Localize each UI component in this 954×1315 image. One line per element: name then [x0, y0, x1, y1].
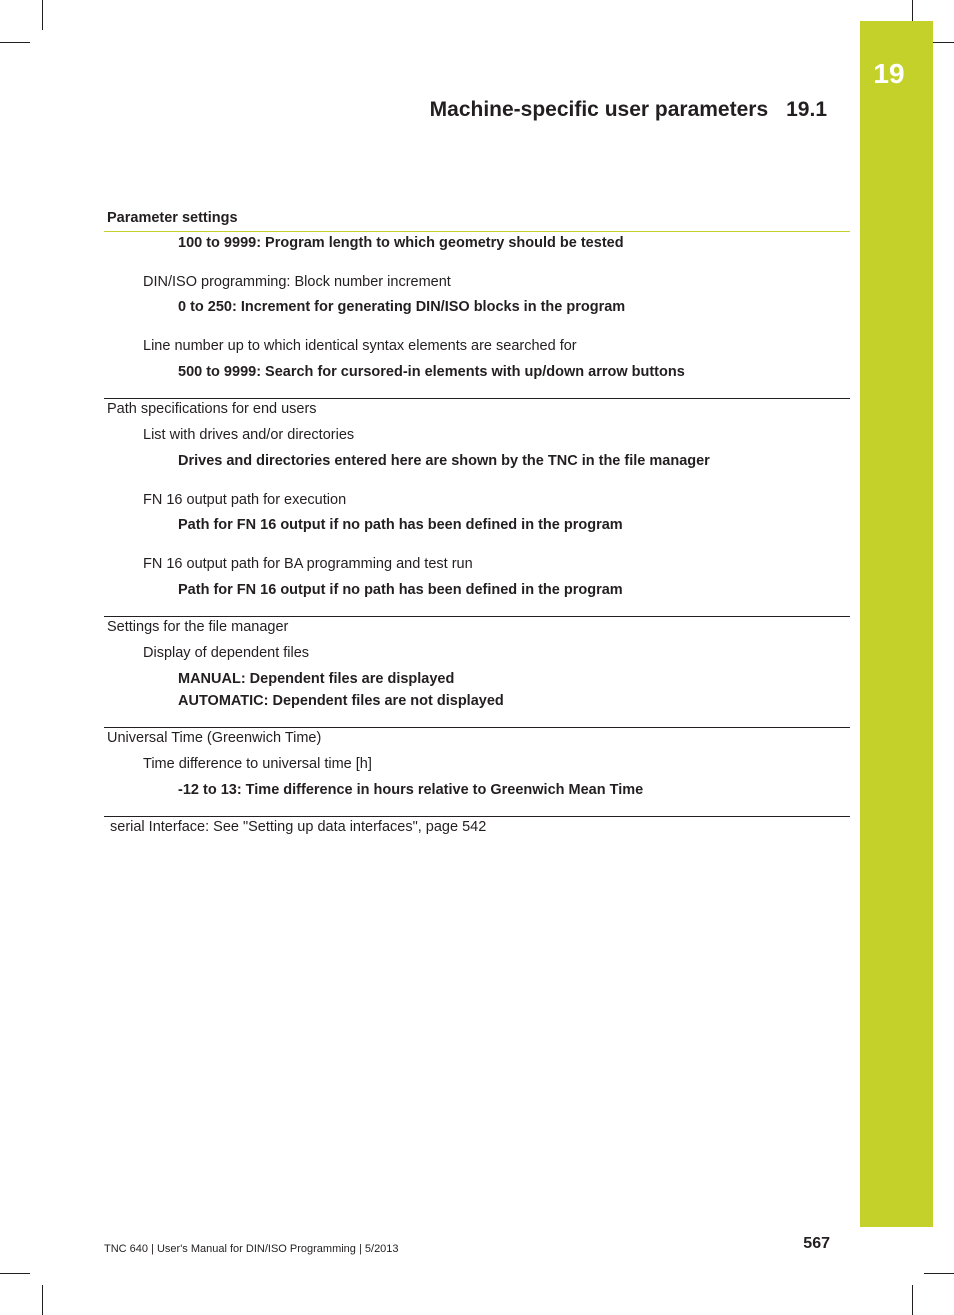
- table-row: Drives and directories entered here are shown by the TNC in the file manager: [178, 453, 710, 469]
- table-row: DIN/ISO programming: Block number increment: [143, 274, 451, 290]
- table-row: serial Interface: See "Setting up data interfaces", page 542: [110, 819, 487, 835]
- table-row: 500 to 9999: Search for cursored-in elements with up/down arrow buttons: [178, 364, 685, 380]
- crop-mark: [0, 1273, 30, 1274]
- table-row: -12 to 13: Time difference in hours relative to Greenwich Mean Time: [178, 782, 644, 798]
- table-row: FN 16 output path for execution: [143, 492, 347, 508]
- table-row: Universal Time (Greenwich Time): [107, 730, 322, 746]
- row-divider: [104, 616, 850, 617]
- crop-mark: [924, 1273, 954, 1274]
- crop-mark: [0, 42, 30, 43]
- crop-mark: [42, 0, 43, 30]
- table-row: List with drives and/or directories: [143, 427, 355, 443]
- table-row: 0 to 250: Increment for generating DIN/ISO blocks in the program: [178, 299, 626, 315]
- table-row: Path specifications for end users: [107, 401, 317, 417]
- chapter-tab: [860, 21, 933, 1227]
- table-row: Settings for the file manager: [107, 619, 289, 635]
- table-row: Time difference to universal time [h]: [143, 756, 372, 772]
- chapter-number: 19: [873, 58, 905, 89]
- table-row: Path for FN 16 output if no path has been defined in the program: [178, 582, 623, 598]
- footer-text: TNC 640 | User's Manual for DIN/ISO Programming | 5/2013: [104, 1243, 399, 1255]
- crop-mark: [912, 1285, 913, 1315]
- table-row: Display of dependent files: [143, 645, 310, 661]
- header-section: 19.1: [786, 98, 827, 121]
- table-row: Line number up to which identical syntax elements are searched for: [143, 338, 577, 354]
- table-section-title: Parameter settings: [107, 210, 238, 226]
- header-title: Machine-specific user parameters: [429, 98, 769, 121]
- table-row: AUTOMATIC: Dependent files are not displayed: [178, 693, 504, 709]
- page-number: 567: [803, 1235, 830, 1252]
- table-row: Path for FN 16 output if no path has been defined in the program: [178, 517, 623, 533]
- table-row: FN 16 output path for BA programming and test run: [143, 556, 473, 572]
- row-divider: [104, 816, 850, 817]
- row-divider: [104, 727, 850, 728]
- running-header: [430, 98, 827, 122]
- table-row: MANUAL: Dependent files are displayed: [178, 671, 455, 687]
- row-divider: [104, 398, 850, 399]
- crop-mark: [42, 1285, 43, 1315]
- section-rule: [104, 231, 850, 232]
- table-row: 100 to 9999: Program length to which geometry should be tested: [178, 235, 624, 251]
